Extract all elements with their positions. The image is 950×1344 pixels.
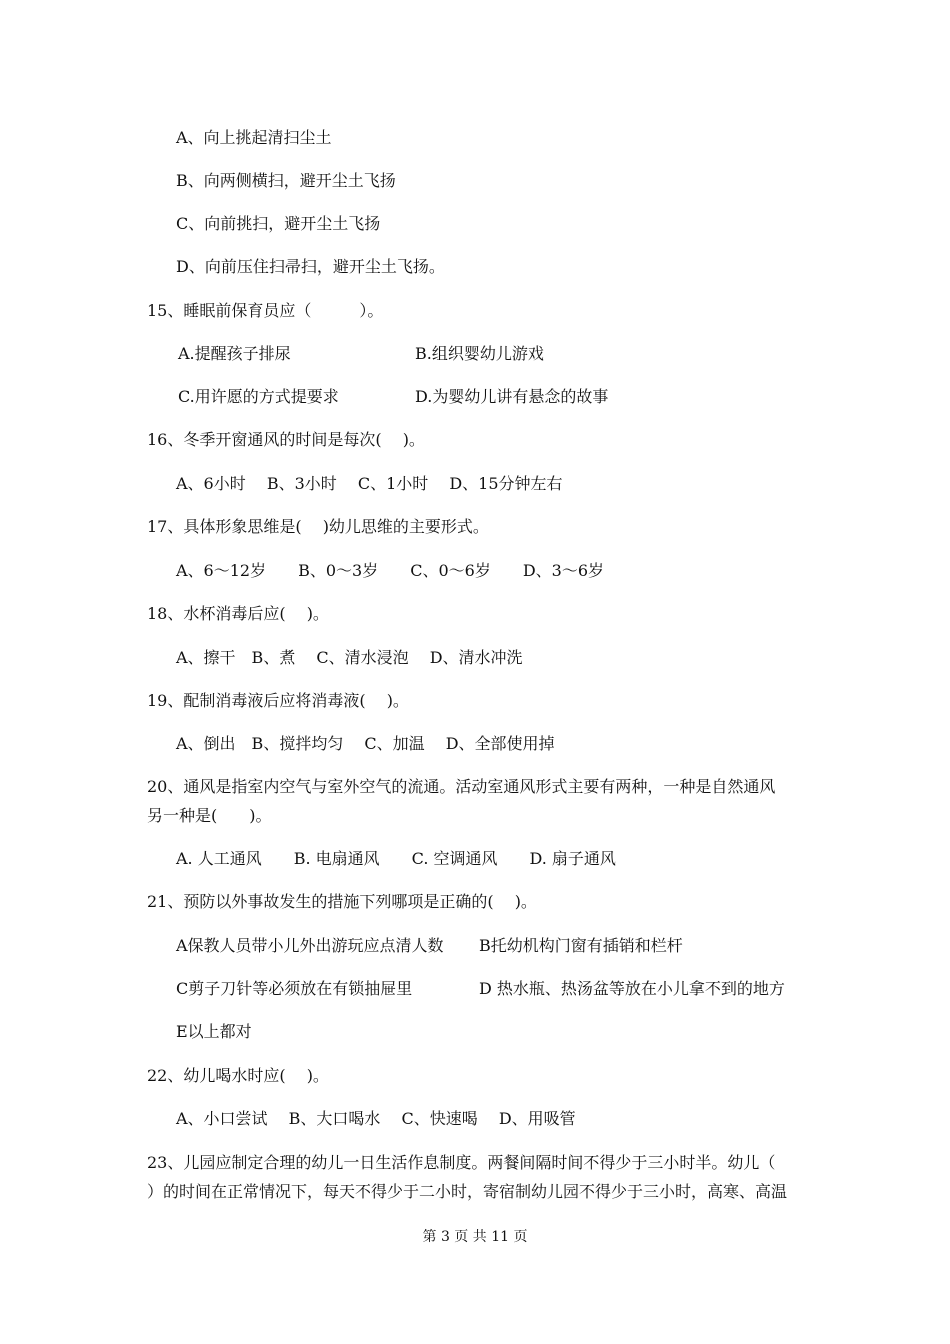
q23-stem-line2: ）的时间在正常情况下，每天不得少于二小时，寄宿制幼儿园不得少于三小时，高寒、高温 xyxy=(147,1182,788,1201)
q21-stem: 21、预防以外事故发生的措施下列哪项是正确的( )。 xyxy=(147,892,537,911)
q14-option-a: A、向上挑起清扫尘土 xyxy=(176,128,332,147)
q21-option-a: A保教人员带小儿外出游玩应点清人数 xyxy=(176,936,444,955)
q21-option-b: B托幼机构门窗有插销和栏杆 xyxy=(479,936,683,955)
q19-stem: 19、配制消毒液后应将消毒液( )。 xyxy=(147,691,409,710)
q15-option-d: D.为婴幼儿讲有悬念的故事 xyxy=(415,387,609,406)
q21-option-d: D 热水瓶、热汤盆等放在小儿拿不到的地方 xyxy=(479,979,785,998)
q16-options: A、6小时 B、3小时 C、1小时 D、15分钟左右 xyxy=(176,474,563,493)
q15-option-c: C.用许愿的方式提要求 xyxy=(178,387,339,406)
q21-option-e: E以上都对 xyxy=(176,1022,252,1041)
q15-option-a: A.提醒孩子排尿 xyxy=(178,344,291,363)
q15-option-b: B.组织婴幼儿游戏 xyxy=(415,344,544,363)
q21-option-c: C剪子刀针等必须放在有锁抽屉里 xyxy=(176,979,413,998)
q14-option-c: C、向前挑扫，避开尘土飞扬 xyxy=(176,214,381,233)
q14-option-d: D、向前压住扫帚扫，避开尘土飞扬。 xyxy=(176,257,445,276)
q20-options: A. 人工通风 B. 电扇通风 C. 空调通风 D. 扇子通风 xyxy=(176,849,616,868)
q14-option-b: B、向两侧横扫，避开尘土飞扬 xyxy=(176,171,396,190)
q22-options: A、小口尝试 B、大口喝水 C、快速喝 D、用吸管 xyxy=(176,1109,576,1128)
q15-stem: 15、睡眠前保育员应（ ）。 xyxy=(147,301,384,320)
q22-stem: 22、幼儿喝水时应( )。 xyxy=(147,1066,329,1085)
q23-stem-line1: 23、儿园应制定合理的幼儿一日生活作息制度。两餐间隔时间不得少于三小时半。幼儿（ xyxy=(147,1153,776,1172)
q18-options: A、擦干 B、煮 C、清水浸泡 D、清水冲洗 xyxy=(176,648,523,667)
q19-options: A、倒出 B、搅拌均匀 C、加温 D、全部使用掉 xyxy=(176,734,555,753)
q16-stem: 16、冬季开窗通风的时间是每次( )。 xyxy=(147,430,425,449)
q20-stem-line1: 20、通风是指室内空气与室外空气的流通。活动室通风形式主要有两种，一种是自然通风 xyxy=(147,777,776,796)
q18-stem: 18、水杯消毒后应( )。 xyxy=(147,604,329,623)
q17-stem: 17、具体形象思维是( )幼儿思维的主要形式。 xyxy=(147,517,489,536)
page-number-footer: 第 3 页 共 11 页 xyxy=(422,1229,528,1245)
q20-stem-line2: 另一种是( )。 xyxy=(147,806,272,825)
q17-options: A、6～12岁 B、0～3岁 C、0～6岁 D、3～6岁 xyxy=(176,561,605,580)
